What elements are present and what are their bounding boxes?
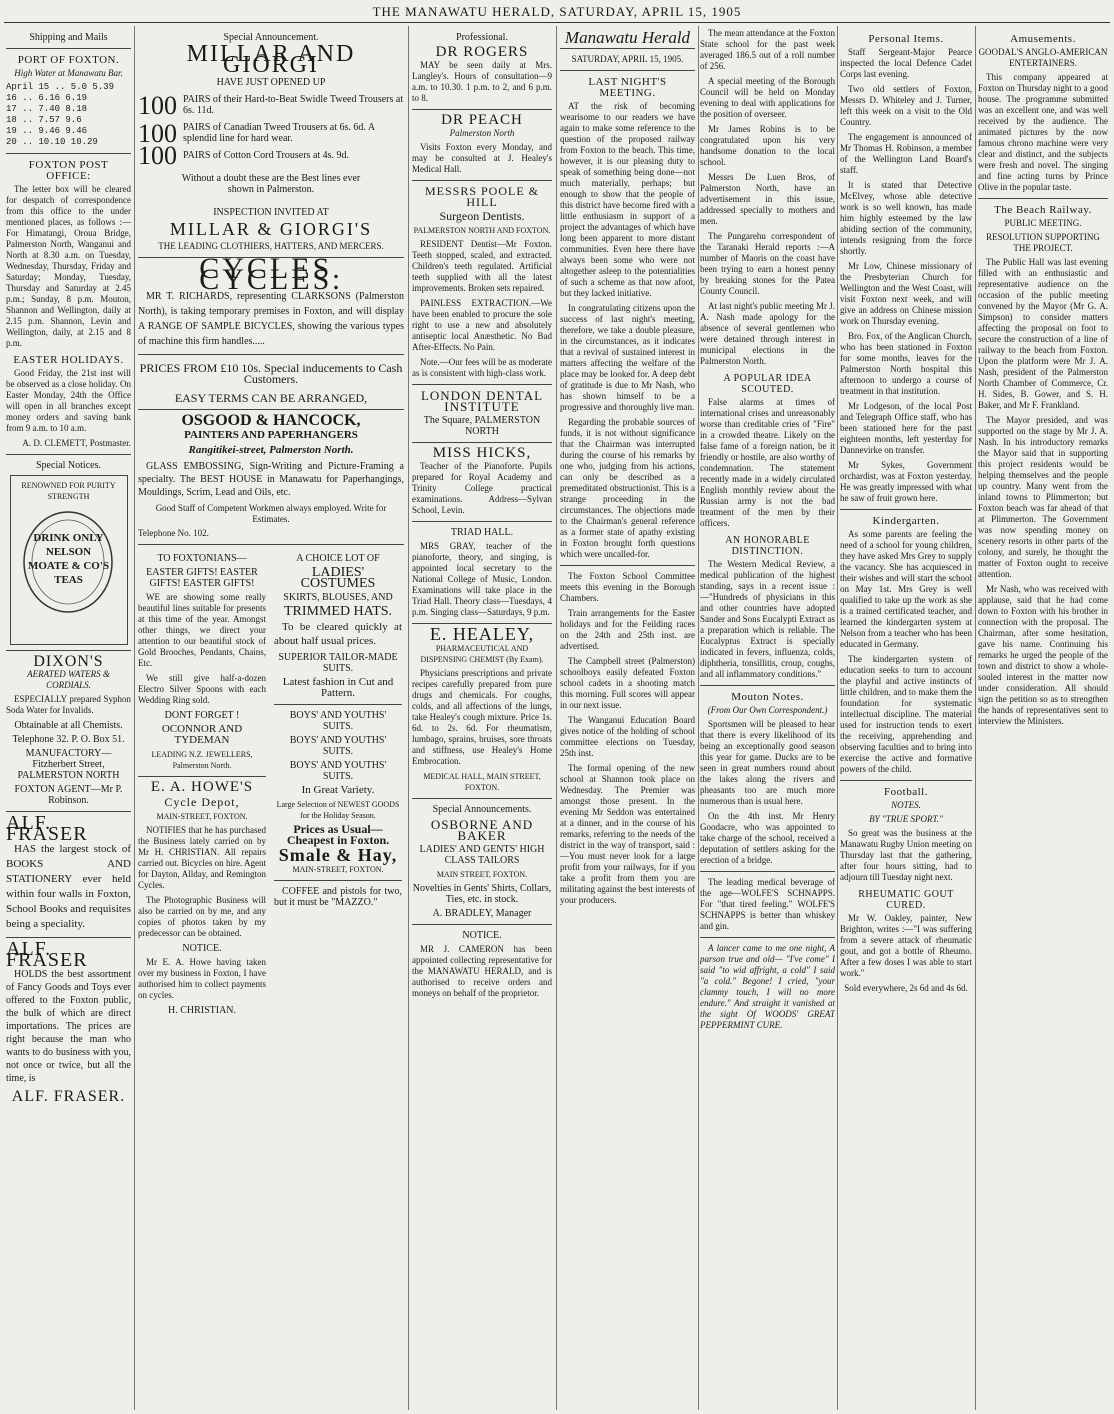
- notes-heading: NOTES.: [891, 800, 921, 810]
- oconnor-name: OCONNOR AND TYDEMAN: [161, 723, 243, 746]
- howe-text: NOTIFIES that he has purchased the Business lately carried on by Mr H. CHRISTIAN. All repairs carried out. Bicycles on hire. Agent for Dayton, Allday, and Remington Cycles.: [138, 825, 266, 890]
- kindergarten-heading: Kindergarten.: [872, 515, 940, 527]
- divider: [700, 685, 835, 686]
- dixons-name: DIXON'S: [33, 653, 104, 670]
- painters-text: PAINTERS AND PAPERHANGERS: [184, 429, 358, 441]
- boys-text: BOYS' AND YOUTHS' SUITS.: [289, 710, 387, 732]
- peppermint-poem: A lancer came to me one night, A parson true and old— "I've come" I said "to wid affright, a cold" I said "a cold." Begone! I cried, "your clammy touch, I will no more endure." And straight it vanished at the sight Of WOODS' GREAT PEPPERMINT CURE.: [700, 943, 835, 1030]
- photo-text: The Photographic Business will also be carried on by me, and any copies of photos taken by my predecessor can be obtained.: [138, 895, 266, 938]
- divider: [700, 937, 835, 938]
- surgeon-text: Surgeon Dentists.: [439, 209, 525, 223]
- byline: BY "TRUE SPORT.": [869, 814, 943, 824]
- right-ads: [274, 550, 402, 1019]
- workmen-text: Good Staff of Competent Workmen always employed. Write for Estimates.: [155, 503, 387, 524]
- news-item: At last night's public meeting Mr J. A. Nash made apology for the absence of several gentlemen who were detained through interest in municipal elections in the Palmerston North.: [700, 301, 835, 366]
- goodal-heading: GOODAL'S ANGLO-AMERICAN ENTERTAINERS.: [978, 47, 1108, 68]
- divider: [6, 454, 131, 455]
- cycle-depot-text: Cycle Depot,: [164, 795, 240, 809]
- edition-date: SATURDAY, APRIL 15, 1905.: [571, 54, 684, 64]
- boys-text: BOYS' AND YOUTHS' SUITS.: [289, 735, 387, 757]
- healey-address: MEDICAL HALL, MAIN STREET, FOXTON.: [423, 772, 541, 792]
- goods-text: Large Selection of NEWEST GOODS for the Holiday Season.: [276, 800, 400, 820]
- rheumatic-text: Mr W. Oakley, painter, New Brighton, writes :—"I was suffering from a severe attack of rheumatic gout, and got a bottle of Rheumo. After a few doses I was able to start work.": [840, 913, 972, 978]
- usual-text: Prices as Usual— Cheapest in Foxton.: [286, 822, 390, 847]
- divider: [412, 109, 552, 110]
- notice-text: Mr E. A. Howe having taken over my business in Foxton, I have authorised him to collect payments on cycles.: [138, 957, 266, 1000]
- beach-text: The Public Hall was last evening filled with an enthusiastic and representative audience on the occasion of the public meeting convened by the Mayor (Mr G. A. Simpson) to consider matters affecting the proposal on foot to secure the construction of a line of railway to the beach from Foxton. Upon the platform were Mr J. A. Nash, president of the Palmerston North Chamber of Commerce, Cr. H. Sides, B. Gower, and S. H. Baker, and Mr F. Frankland.: [978, 257, 1108, 410]
- personal-item: Bro. Fox, of the Anglican Church, who has been stationed in Foxton for some months, leaves for the Palmerston North hospital this afternoon to undergo a course of treatment in that institution.: [840, 331, 972, 396]
- column-amusements: [978, 28, 1108, 1408]
- column-shipping: [6, 28, 131, 1408]
- mouton-sub: (From Our Own Correspondent.): [707, 705, 828, 715]
- masthead: THE MANAWATU HERALD, SATURDAY, APRIL 15, 1905: [372, 4, 742, 19]
- renowned-text: RENOWNED FOR PURITY STRENGTH: [21, 481, 116, 501]
- column-editorial: [560, 28, 695, 1408]
- howe-name: E. A. HOWE'S: [150, 779, 254, 795]
- divider: [138, 544, 404, 545]
- easy-terms-text: EASY TERMS CAN BE ARRANGED,: [174, 391, 368, 405]
- howe-address: MAIN-STREET, FOXTON.: [156, 812, 248, 821]
- fraser-text: HOLDS the best assortment of Fancy Goods and Toys ever offered to the Foxton public, the bulk of which are direct importations. The prices are right because the man who wants to do business with you, not once or twice, but all the time, is: [6, 969, 131, 1084]
- divider: [840, 780, 972, 781]
- ad-row: [138, 550, 404, 1019]
- fraser-text: HAS the largest stock of BOOKS AND STATIONERY ever held within four walls in Foxton, School Books and requisites being a speciality.: [6, 843, 131, 930]
- peach-name: DR PEACH: [441, 112, 523, 128]
- divider: [412, 798, 552, 799]
- divider: [6, 153, 131, 154]
- drink-text: DRINK ONLY NELSON MOATE & CO'S TEAS: [27, 532, 110, 586]
- spoons-text: We still give half-a-dozen Electro Silver Spoons with each Wedding Ring sold.: [138, 673, 266, 705]
- divider: [412, 384, 552, 385]
- wolfe-advert: The leading medical beverage of the age—WOLFE'S SCHNAPPS. For "that tired feeling." WOLFE'S SCHNAPPS is better than whiskey and gin.: [700, 877, 835, 931]
- divider: [412, 924, 552, 925]
- football-heading: Football.: [884, 786, 928, 798]
- amusements-heading: Amusements.: [1010, 33, 1076, 45]
- news-item: The Wanganui Education Board gives notice of the holding of school committee elections on Tuesday, 25th inst.: [560, 715, 695, 758]
- column-divider: [837, 26, 838, 1410]
- osgood-name: OSGOOD & HANCOCK,: [181, 412, 361, 429]
- high-water-heading: High Water at Manawatu Bar.: [14, 68, 123, 78]
- news-item: The Foxton School Committee meets this evening in the Borough Chambers.: [560, 571, 695, 603]
- tailor-text: SUPERIOR TAILOR-MADE SUITS.: [278, 652, 398, 674]
- divider: [700, 871, 835, 872]
- fraser-name: ALF. FRASER: [6, 938, 88, 971]
- easter-gifts-text: EASTER GIFTS! EASTER GIFTS! EASTER GIFTS!: [146, 567, 258, 589]
- rogers-name: DR ROGERS: [435, 44, 529, 60]
- rheumatic-heading: RHEUMATIC GOUT CURED.: [858, 889, 954, 911]
- column-divider: [556, 26, 557, 1410]
- column-divider: [698, 26, 699, 1410]
- herald-flag: Manawatu Herald: [564, 28, 691, 47]
- triad-heading: TRIAD HALL.: [450, 527, 514, 538]
- column-announcements: [138, 28, 404, 1408]
- gray-text: MRS GRAY, teacher of the pianoforte, theory, and singing, is appointed local secretary to the National College of Music, London. Examinations will take place in the Triad Hall. Theory class—Tuesdays, 4 p.m. Singing class—Saturdays, 9 p.m.: [412, 541, 552, 617]
- variety-text: In Great Variety.: [301, 784, 375, 796]
- notice-heading: NOTICE.: [182, 943, 222, 954]
- post-office-heading: FOXTON POST OFFICE:: [28, 159, 109, 182]
- editorial-paragraph: AT the risk of becoming wearisome to our readers we have again to make some reference to the question of the proposed railway from Foxton to the beach. This time, however, it is our pleasing duty to speak of something being done—not much materially, perhaps; but enough to show that the people of this district have become fired with a little enthusiasm in support of a project the advantages of which have long been apparent to more distant communities. Even here there have always been some who were not altogether asleep to the potentialities of such a scheme as that now afoot, but they lacked initiative.: [560, 101, 695, 298]
- dont-forget-text: DONT FORGET !: [164, 710, 240, 721]
- easter-heading: EASTER HOLIDAYS.: [13, 354, 124, 366]
- news-item: Train arrangements for the Easter holidays and for the Feilding races on the 24th and 25th inst. are advertised.: [560, 608, 695, 651]
- news-item: Mr James Robins is to be congratulated upon his very handsome donation to the local school.: [700, 124, 835, 167]
- masthead-rule: [4, 22, 1110, 23]
- beach-text: The Mayor presided, and was supported on the stage by Mr J. A. Nash. In his introductory remarks the Mayor said that in supporting this project residents would be helping themselves and the people up country. Many went from the inland towns to Plimmerton; but Foxton beach was far ahead of that at Plimmerton. The Government was now spending money on scenery resorts in other parts of the colony, and surely, he thought the matter of Foxton ought to receive attention.: [978, 415, 1108, 579]
- beach-railway-heading: The Beach Railway.: [994, 204, 1092, 216]
- square-address: The Square, PALMERSTON NORTH: [423, 415, 541, 437]
- kindergarten-text: The kindergarten system of education seeks to turn to account the playful and active instincts of little children, and to make them the foundation for systematic intellectual discipline. The material used for instruction tends to exert the receiving, apprehending and observing faculties and to bring into exercise the active and formative powers of the child.: [840, 654, 972, 774]
- cycles-heading: CYCLES. CYCLES.: [199, 252, 343, 296]
- best-lines-text: Without a doubt these are the Best lines ever shown in Palmerston.: [181, 173, 361, 195]
- column-personal: [840, 28, 972, 1408]
- divider: [6, 650, 131, 651]
- divider: [412, 180, 552, 181]
- agent-text: FOXTON AGENT—Mr P. Robinson.: [14, 784, 123, 806]
- rangitikei-text: Rangitikei-street, Palmerston North.: [188, 444, 354, 456]
- gifts-text: WE are showing some really beautiful lines suitable for presents at this time of the year. Amongst other things, we direct your attention to our beautiful stock of Gold Brooches, Pendants, Chains, Etc.: [138, 592, 266, 668]
- millar-giorgi-name: MILLAR & GIORGI'S: [169, 219, 373, 239]
- personal-item: Mr Lodgeson, of the local Post and Telegraph Office staff, who has been stationed here for the past eighteen months, left yesterday for Dannevirke on transfer.: [840, 401, 972, 455]
- trimmed-text: TRIMMED HATS.: [283, 604, 393, 619]
- trouser-line: 100 PAIRS of Canadian Tweed Trousers at 6s. 6d. A splendid line for hard wear.: [138, 118, 375, 148]
- divider: [560, 70, 695, 71]
- glass-text: GLASS EMBOSSING, Sign-Writing and Picture-Framing a specialty. The BEST HOUSE in Manawatu for Paperhangings, Mouldings, Scrim, Lead and Oils, etc.: [138, 461, 404, 498]
- jewellers-text: LEADING N.Z. JEWELLERS, Palmerston North.: [151, 750, 253, 770]
- hicks-text: Teacher of the Pianoforte. Pupils prepared for Royal Academy and Trinity College practical examinations. Address—Sylvan School, Levin.: [412, 461, 552, 515]
- mouton-heading: Mouton Notes.: [731, 691, 804, 703]
- healey-name: E. HEALEY,: [429, 624, 535, 644]
- resolution-heading: RESOLUTION SUPPORTING THE PROJECT.: [986, 232, 1100, 253]
- personal-heading: Personal Items.: [868, 33, 944, 45]
- divider: [6, 48, 131, 49]
- beach-text: Mr Nash, who was received with applause, said that he had come down to Foxton with his brother in connection with the proposal. The Chairman, after some hesitation, gave his name. Continuing his remarks he urged the people of the town and district to show a whole-souled interest in the matter now under consideration. All should sign the petition so as to strengthen the hands of representatives sent to interview the Ministers.: [978, 584, 1108, 726]
- london-dental-name: LONDON DENTAL INSTITUTE: [420, 388, 544, 414]
- news-item: A special meeting of the Borough Council will be held on Monday evening to deal with applications for the position of overseer.: [700, 76, 835, 119]
- honourable-text: The Western Medical Review, a medical publication of the highest standing, says in a recent issue :—"Hundreds of physicians in this and other countries have adopted Sander and Sons Eucalypti Extract as a preparation which is reliable. The Eucalyptus Extract is specially indicated in fevers, influenza, colds, diphtheria, tonsillitis, croup, coughs, and all inflammatory conditions.": [700, 559, 835, 679]
- special-notices-heading: Special Notices.: [36, 460, 101, 471]
- personal-item: The engagement is announced of Mr Thomas H. Robinson, a member of the Wellington Land Board's staff.: [840, 132, 972, 175]
- divider: [138, 409, 404, 410]
- editorial-paragraph: Regarding the probable sources of funds, it is not without significance that the Chairman was interrupted during the course of his remarks by one who, judging from his actions, can only be described as a premeditated obstructionist. This is a strange proceeding in the circumstances. The objections made to the Chairman's general reference as a former state of apathy existing in Foxton brought forth questions which were uncalled-for.: [560, 417, 695, 559]
- poole-name: MESSRS POOLE & HILL: [424, 184, 540, 209]
- kindergarten-text: As some parents are feeling the need of a school for young children, they have asked Mrs Grey to supply the vacancy. She has acquiesced in their wishes and will start the school on May 1st. Mrs Grey is well qualified to take up the work as she is a trained certificated teacher, and learned the kindergarten system at Nelson from a teacher who has been educated in Germany.: [840, 529, 972, 649]
- news-item: The Campbell street (Palmerston) schoolboys easily defeated Foxton school cadets in a shooting match this morning. Full scores will appear in our next issue.: [560, 656, 695, 710]
- divider: [840, 509, 972, 510]
- mail-notice: The letter box will be cleared for despatch of correspondence from this office to the under mentioned places, as follows :— For Himatangi, Oroua Bridge, Palmerston North, Wanganui and North at 8.30 a.m. on Tuesday, Wednesday, Thursday, Friday and Saturday; Monday, Tuesday, Thursday and Saturday at 2.45 p.m.; Sunday, 8 p.m. Mouton, Shannon and Wellington, daily at 2.15 p.m. Shannon, Levin and Wellington, daily, at 2.15 and 8 p.m.: [6, 184, 131, 348]
- fees-text: Note.—Our fees will be as moderate as is consistent with high-class work.: [412, 357, 552, 378]
- poole-address: PALMERSTON NORTH AND FOXTON.: [413, 226, 551, 235]
- news-item: The mean attendance at the Foxton State school for the past week averaged 186.5 out of a roll number of 256.: [700, 28, 835, 71]
- trouser-line: 100 PAIRS of their Hard-to-Beat Swidle Tweed Trousers at 6s. 11d.: [138, 90, 404, 120]
- personal-item: Mr Low, Chinese missionary of the Presbyterian Church for Wellington and the West Coast, will visit Foxton next week, and will give an address on Chinese mission work on Thursday evening.: [840, 261, 972, 326]
- tide-row: 20 .. 10.10 10.29: [6, 137, 98, 147]
- personal-item: Mr Sykes, Government orchardist, was at Foxton yesterday. He was greatly impressed with what he saw of fruit grown here.: [840, 460, 972, 503]
- christian-signature: H. CHRISTIAN.: [167, 1005, 237, 1016]
- popular-heading: A POPULAR IDEA SCOUTED.: [723, 373, 812, 395]
- mouton-text: Sportsmen will be pleased to hear that there is every likelihood of its being an exceptionally good season this year for game. Ducks are to be seen in great numbers round about the lakes along the rivers and pheasants too are much more numerous than is usual here.: [700, 719, 835, 806]
- latest-text: Latest fashion in Cut and Pattern.: [282, 676, 394, 699]
- osborne-name: OSBORNE AND BAKER: [430, 817, 534, 843]
- tide-table: [6, 82, 131, 148]
- poole-text: RESIDENT Dentist—Mr Foxton. Teeth stopped, scaled, and extracted. Children's teeth regulated. Artificial teeth supplied with all the latest improvements. Broken sets repaired.: [412, 239, 552, 293]
- editorial-paragraph: In congratulating citizens upon the success of last night's meeting, therefore, we take a double pleasure, in the circumstances, as it indicates that a revival of sustained interest in matters affecting the welfare of the place may be looked for. A deep debt of gratitude is due to Mr Nash, who has shown himself to be a progressive and thoroughly live man.: [560, 303, 695, 412]
- fraser-signature: ALF. FRASER.: [11, 1088, 126, 1105]
- section-heading: Shipping and Mails: [29, 32, 108, 43]
- personal-item: Two old settlers of Foxton, Messrs D. Whiteley and J. Turner, left this week on a visit to the Old Country.: [840, 84, 972, 127]
- column-divider: [975, 26, 976, 1410]
- cleared-text: To be cleared quickly at about half usual prices.: [274, 621, 402, 647]
- section-heading: Special Announcements.: [432, 804, 532, 815]
- tide-row: 19 .. 9.46 9.46: [6, 126, 88, 136]
- inspection-text: INSPECTION INVITED AT: [213, 207, 329, 218]
- tide-row: 16 .. 6.16 6.19: [6, 93, 88, 103]
- telephone-text: Telephone 32. P. O. Box 51.: [12, 734, 125, 745]
- editorial-heading: LAST NIGHT'S MEETING.: [588, 76, 667, 99]
- obtainable-text: Obtainable at all Chemists.: [14, 720, 123, 731]
- section-heading: Professional.: [456, 32, 508, 43]
- prices-text: PRICES FROM £10 10s. Special inducements to Cash Customers.: [139, 361, 403, 386]
- rogers-text: MAY be seen daily at Mrs. Langley's. Hours of consultation—9 a.m. to 10.30. 1 p.m. to 2, and 6 p.m. to 8.: [412, 60, 552, 103]
- notice-heading: NOTICE.: [462, 930, 502, 941]
- foxtonians-text: TO FOXTONIANS—: [157, 553, 247, 564]
- goodal-text: This company appeared at Foxton on Thursday night to a good house. The programme submitted was an excellent one, and was well received by the audience. The animated pictures by the now famous chrono machine were very clear and distinct, and the subjects were fresh and novel. The singing and fine acting turns by Prince Olive in the popular taste.: [978, 72, 1108, 192]
- bradley-text: A. BRADLEY, Manager: [432, 908, 532, 919]
- divider: [274, 880, 402, 881]
- ladies-text: LADIES' COSTUMES: [300, 565, 376, 591]
- mouton-text: On the 4th inst. Mr Henry Goodacre, who was appointed to take charge of the school, received a deputation of settlers asking for the erection of a bridge.: [700, 811, 835, 865]
- richards-text: MR T. RICHARDS, representing CLARKSONS (Palmerston North), is taking temporary premises in Foxton, and will display A RANGE OF SAMPLE BICYCLES, showing the various types of machine this firm handles.....: [138, 291, 404, 347]
- public-meeting-heading: PUBLIC MEETING.: [1004, 218, 1082, 228]
- news-item: The Pungarehu correspondent of the Taranaki Herald reports :—A number of Maoris on the coast have been trying to earn a honest penny by breaking stones for the Patea County Council.: [700, 231, 835, 296]
- honourable-heading: AN HONORABLE DISTINCTION.: [725, 535, 810, 557]
- divider: [560, 48, 695, 49]
- fraser-name: ALF. FRASER: [6, 812, 88, 845]
- tide-row: 17 .. 7.40 8.18: [6, 104, 88, 114]
- opened-text: HAVE JUST OPENED UP: [216, 77, 326, 88]
- column-divider: [408, 26, 409, 1410]
- smale-name: Smale & Hay,: [278, 845, 398, 865]
- divider: [412, 442, 552, 443]
- nelson-tea-advert: [10, 475, 128, 645]
- divider: [138, 354, 404, 355]
- pharm-text: PHARMACEUTICAL AND DISPENSING CHEMIST (By Exam).: [420, 644, 544, 664]
- divider: [978, 198, 1108, 199]
- divider: [138, 776, 266, 777]
- boys-text: BOYS' AND YOUTHS' SUITS.: [289, 760, 387, 782]
- football-text: So great was the business at the Manawatu Rugby Union meeting on Thursday last that the gathering, after four hours sitting, had to adjourn till Tuesday night next.: [840, 828, 972, 882]
- hicks-name: MISS HICKS,: [432, 445, 532, 461]
- left-ads: [138, 550, 266, 1019]
- column-professional: [412, 28, 552, 1408]
- divider: [560, 565, 695, 566]
- column-divider: [134, 26, 135, 1410]
- personal-item: Staff Sergeant-Major Pearce inspected the local Defence Cadet Corps last evening.: [840, 47, 972, 79]
- sold-text: Sold everywhere, 2s 6d and 4s 6d.: [844, 983, 968, 993]
- millar-giorgi-heading: MILLAR AND GIORGI: [186, 41, 356, 78]
- popular-text: False alarms at times of international crises and unreasonably worse than creditable cries of "Fire" in a crowded theatre. Likely on the false fame of a foreign nation, be it friendly or hostile, are also worthy of condemnation. The statement recently made in a widely circulated English monthly review about the Russian army is not the bad treatment of the men by their officers.: [700, 397, 835, 528]
- personal-item: It is stated that Detective McElvey, whose able detective work is so well known, has made him highly esteemed by the law abiding section of the community, intends resigning from the force shortly.: [840, 180, 972, 256]
- manufactory-text: MANUFACTORY—Fitzherbert Street, PALMERSTON NORTH: [17, 748, 120, 781]
- section-heading: Special Announcement.: [223, 32, 319, 43]
- postmaster-signature: A. D. CLEMETT, Postmaster.: [22, 438, 131, 448]
- trouser-line: 100 PAIRS of Cotton Cord Trousers at 4s. 9d.: [138, 141, 350, 170]
- tide-row: April 15 .. 5.0 5.39: [6, 82, 115, 92]
- skirts-text: SKIRTS, BLOUSES, AND: [283, 592, 393, 603]
- divider: [412, 521, 552, 522]
- easter-notice: Good Friday, the 21st inst will be observed as a close holiday. On Easter Monday, 24th the Office will open in all branches except money orders and saving bank from 9 a.m. to 10 a.m.: [6, 368, 131, 433]
- clothiers-text: THE LEADING CLOTHIERS, HATTERS, AND MERCERS.: [158, 241, 384, 251]
- column-news: [700, 28, 835, 1408]
- coffee-text: COFFEE and pistols for two, but it must be "MAZZO.": [274, 886, 402, 908]
- telephone-text: Telephone No. 102.: [138, 528, 209, 538]
- divider: [274, 704, 402, 705]
- novelties-text: Novelties in Gents' Shirts, Collars, Ties, etc. in stock.: [412, 883, 552, 905]
- port-heading: PORT OF FOXTON.: [17, 54, 120, 66]
- peach-address: Palmerston North: [449, 128, 515, 138]
- news-item: Messrs De Luen Bros, of Palmerston North, have an advertisement in this issue, addressed specially to mothers and men.: [700, 172, 835, 226]
- healey-text: Physicians prescriptions and private recipes carefully prepared from pure drugs and chemicals. For coughs, colds, and all affections of the lungs, take Healey's cough mixture. Price 1s. 6d. to 2s. 6d. For rheumatism, lumbago, sprains, bruises, sore throats and stiffness, use Healey's Home Embrocation.: [412, 668, 552, 766]
- smale-address: MAIN-STREET, FOXTON.: [292, 865, 384, 874]
- osborne-address: MAIN STREET, FOXTON.: [436, 870, 528, 879]
- osborne-text: LADIES' AND GENTS' HIGH CLASS TAILORS: [419, 844, 545, 866]
- dixons-text: ESPECIALLY prepared Syphon Soda Water for Invalids.: [6, 694, 131, 715]
- tide-row: 18 .. 7.57 9.6: [6, 115, 82, 125]
- dixons-sub: AERATED WATERS & CORDIALS.: [27, 669, 110, 690]
- peach-text: Visits Foxton every Monday, and may be consulted at J. Healey's Medical Hall.: [412, 142, 552, 174]
- cameron-text: MR J. CAMERON has been appointed collecting representative for the MANAWATU HERALD, and is authorised to receive orders and moneys on behalf of the proprietor.: [412, 944, 552, 998]
- painless-text: PAINLESS EXTRACTION.—We have been enabled to procure the sole right to use a new and absolutely antiseptic local Anæsthetic. No Bad After-Effects. No Pain.: [412, 298, 552, 352]
- choice-text: A CHOICE LOT OF: [296, 553, 380, 564]
- news-item: The formal opening of the new school at Shannon took place on Wednesday. The Premier was amongst those present. In the evening Mr Seddon was entertained at a dinner, and in the course of his remarks, referring to the needs of the district in the way of transport, said :—You must never look for a large profit from your railways, for if you take a profit from them you are militating against the best interests of your producers.: [560, 763, 695, 905]
